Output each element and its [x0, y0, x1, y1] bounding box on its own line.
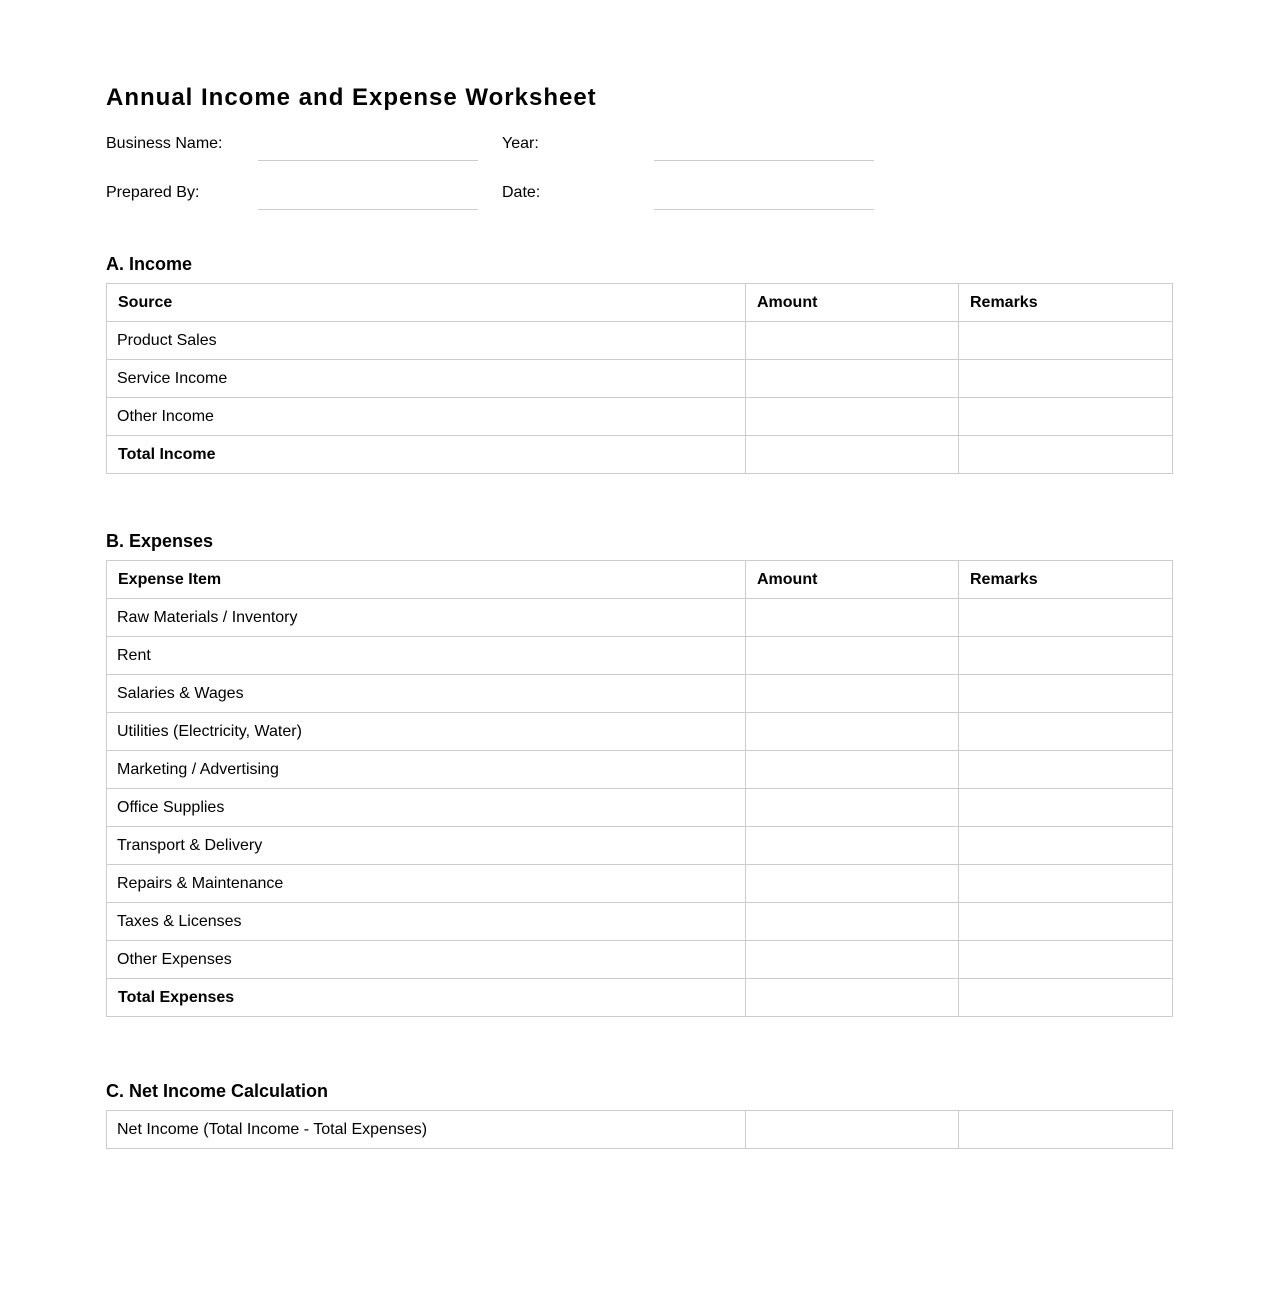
- expenses-header-row: [107, 561, 1173, 599]
- expense-item-cell: Marketing / Advertising: [107, 751, 746, 789]
- net-income-amount-cell[interactable]: [746, 1111, 959, 1149]
- income-amount-cell[interactable]: [746, 360, 959, 398]
- total-expenses-row: [107, 979, 1173, 1017]
- income-col-amount: Amount: [746, 284, 959, 322]
- table-row: [107, 360, 1173, 398]
- expenses-table: [106, 560, 1173, 1017]
- expense-remarks-cell[interactable]: [959, 599, 1173, 637]
- expense-amount-cell[interactable]: [746, 675, 959, 713]
- income-table: [106, 283, 1173, 474]
- table-row: [107, 751, 1173, 789]
- net-income-row: [107, 1111, 1173, 1149]
- table-row: [107, 903, 1173, 941]
- expense-remarks-cell[interactable]: [959, 675, 1173, 713]
- table-row: [107, 827, 1173, 865]
- table-row: [107, 398, 1173, 436]
- income-remarks-cell[interactable]: [959, 360, 1173, 398]
- total-income-amount-cell[interactable]: [746, 436, 959, 474]
- expense-remarks-cell[interactable]: [959, 941, 1173, 979]
- net-income-table: [106, 1110, 1173, 1149]
- expense-amount-cell[interactable]: [746, 637, 959, 675]
- expense-item-cell: Transport & Delivery: [107, 827, 746, 865]
- business-name-field[interactable]: [258, 134, 478, 161]
- prepared-by-field[interactable]: [258, 183, 478, 210]
- year-field[interactable]: [654, 134, 874, 161]
- expenses-col-item: Expense Item: [107, 561, 746, 599]
- header-row-1: [106, 134, 906, 164]
- table-row: [107, 599, 1173, 637]
- date-label: Date:: [502, 184, 541, 201]
- total-expenses-amount-cell[interactable]: [746, 979, 959, 1017]
- expense-item-cell: Utilities (Electricity, Water): [107, 713, 746, 751]
- expense-amount-cell[interactable]: [746, 789, 959, 827]
- income-source-cell: Other Income: [107, 398, 746, 436]
- expense-amount-cell[interactable]: [746, 827, 959, 865]
- table-row: [107, 941, 1173, 979]
- total-income-label: Total Income: [107, 436, 746, 474]
- expense-item-cell: Taxes & Licenses: [107, 903, 746, 941]
- expenses-col-remarks: Remarks: [959, 561, 1173, 599]
- expense-amount-cell[interactable]: [746, 751, 959, 789]
- total-expenses-label: Total Expenses: [107, 979, 746, 1017]
- header-row-2: [106, 183, 906, 213]
- expense-remarks-cell[interactable]: [959, 865, 1173, 903]
- expenses-section-title: B. Expenses: [106, 531, 214, 551]
- expense-item-cell: Raw Materials / Inventory: [107, 599, 746, 637]
- year-label: Year:: [502, 135, 539, 152]
- table-row: [107, 789, 1173, 827]
- income-col-source: Source: [107, 284, 746, 322]
- income-amount-cell[interactable]: [746, 398, 959, 436]
- table-row: [107, 713, 1173, 751]
- expense-amount-cell[interactable]: [746, 713, 959, 751]
- expenses-col-amount: Amount: [746, 561, 959, 599]
- expense-remarks-cell[interactable]: [959, 637, 1173, 675]
- income-section-title: A. Income: [106, 254, 193, 274]
- net-income-section-title: C. Net Income Calculation: [106, 1081, 329, 1101]
- total-income-remarks-cell[interactable]: [959, 436, 1173, 474]
- net-income-label: Net Income (Total Income - Total Expenses): [107, 1111, 746, 1149]
- expense-remarks-cell[interactable]: [959, 751, 1173, 789]
- income-remarks-cell[interactable]: [959, 322, 1173, 360]
- income-source-cell: Service Income: [107, 360, 746, 398]
- expense-amount-cell[interactable]: [746, 941, 959, 979]
- expense-item-cell: Office Supplies: [107, 789, 746, 827]
- table-row: [107, 637, 1173, 675]
- expense-remarks-cell[interactable]: [959, 713, 1173, 751]
- expense-amount-cell[interactable]: [746, 599, 959, 637]
- expense-amount-cell[interactable]: [746, 865, 959, 903]
- expense-remarks-cell[interactable]: [959, 789, 1173, 827]
- expense-item-cell: Salaries & Wages: [107, 675, 746, 713]
- total-expenses-remarks-cell[interactable]: [959, 979, 1173, 1017]
- prepared-by-label: Prepared By:: [106, 184, 200, 201]
- expense-remarks-cell[interactable]: [959, 827, 1173, 865]
- table-row: [107, 322, 1173, 360]
- income-remarks-cell[interactable]: [959, 398, 1173, 436]
- income-amount-cell[interactable]: [746, 322, 959, 360]
- net-income-remarks-cell[interactable]: [959, 1111, 1173, 1149]
- business-name-label: Business Name:: [106, 135, 223, 152]
- expense-item-cell: Repairs & Maintenance: [107, 865, 746, 903]
- expense-remarks-cell[interactable]: [959, 903, 1173, 941]
- date-field[interactable]: [654, 183, 874, 210]
- expense-item-cell: Rent: [107, 637, 746, 675]
- page-title: Annual Income and Expense Worksheet: [106, 84, 597, 111]
- table-row: [107, 675, 1173, 713]
- income-source-cell: Product Sales: [107, 322, 746, 360]
- expense-amount-cell[interactable]: [746, 903, 959, 941]
- total-income-row: [107, 436, 1173, 474]
- expense-item-cell: Other Expenses: [107, 941, 746, 979]
- income-col-remarks: Remarks: [959, 284, 1173, 322]
- income-header-row: [107, 284, 1173, 322]
- table-row: [107, 865, 1173, 903]
